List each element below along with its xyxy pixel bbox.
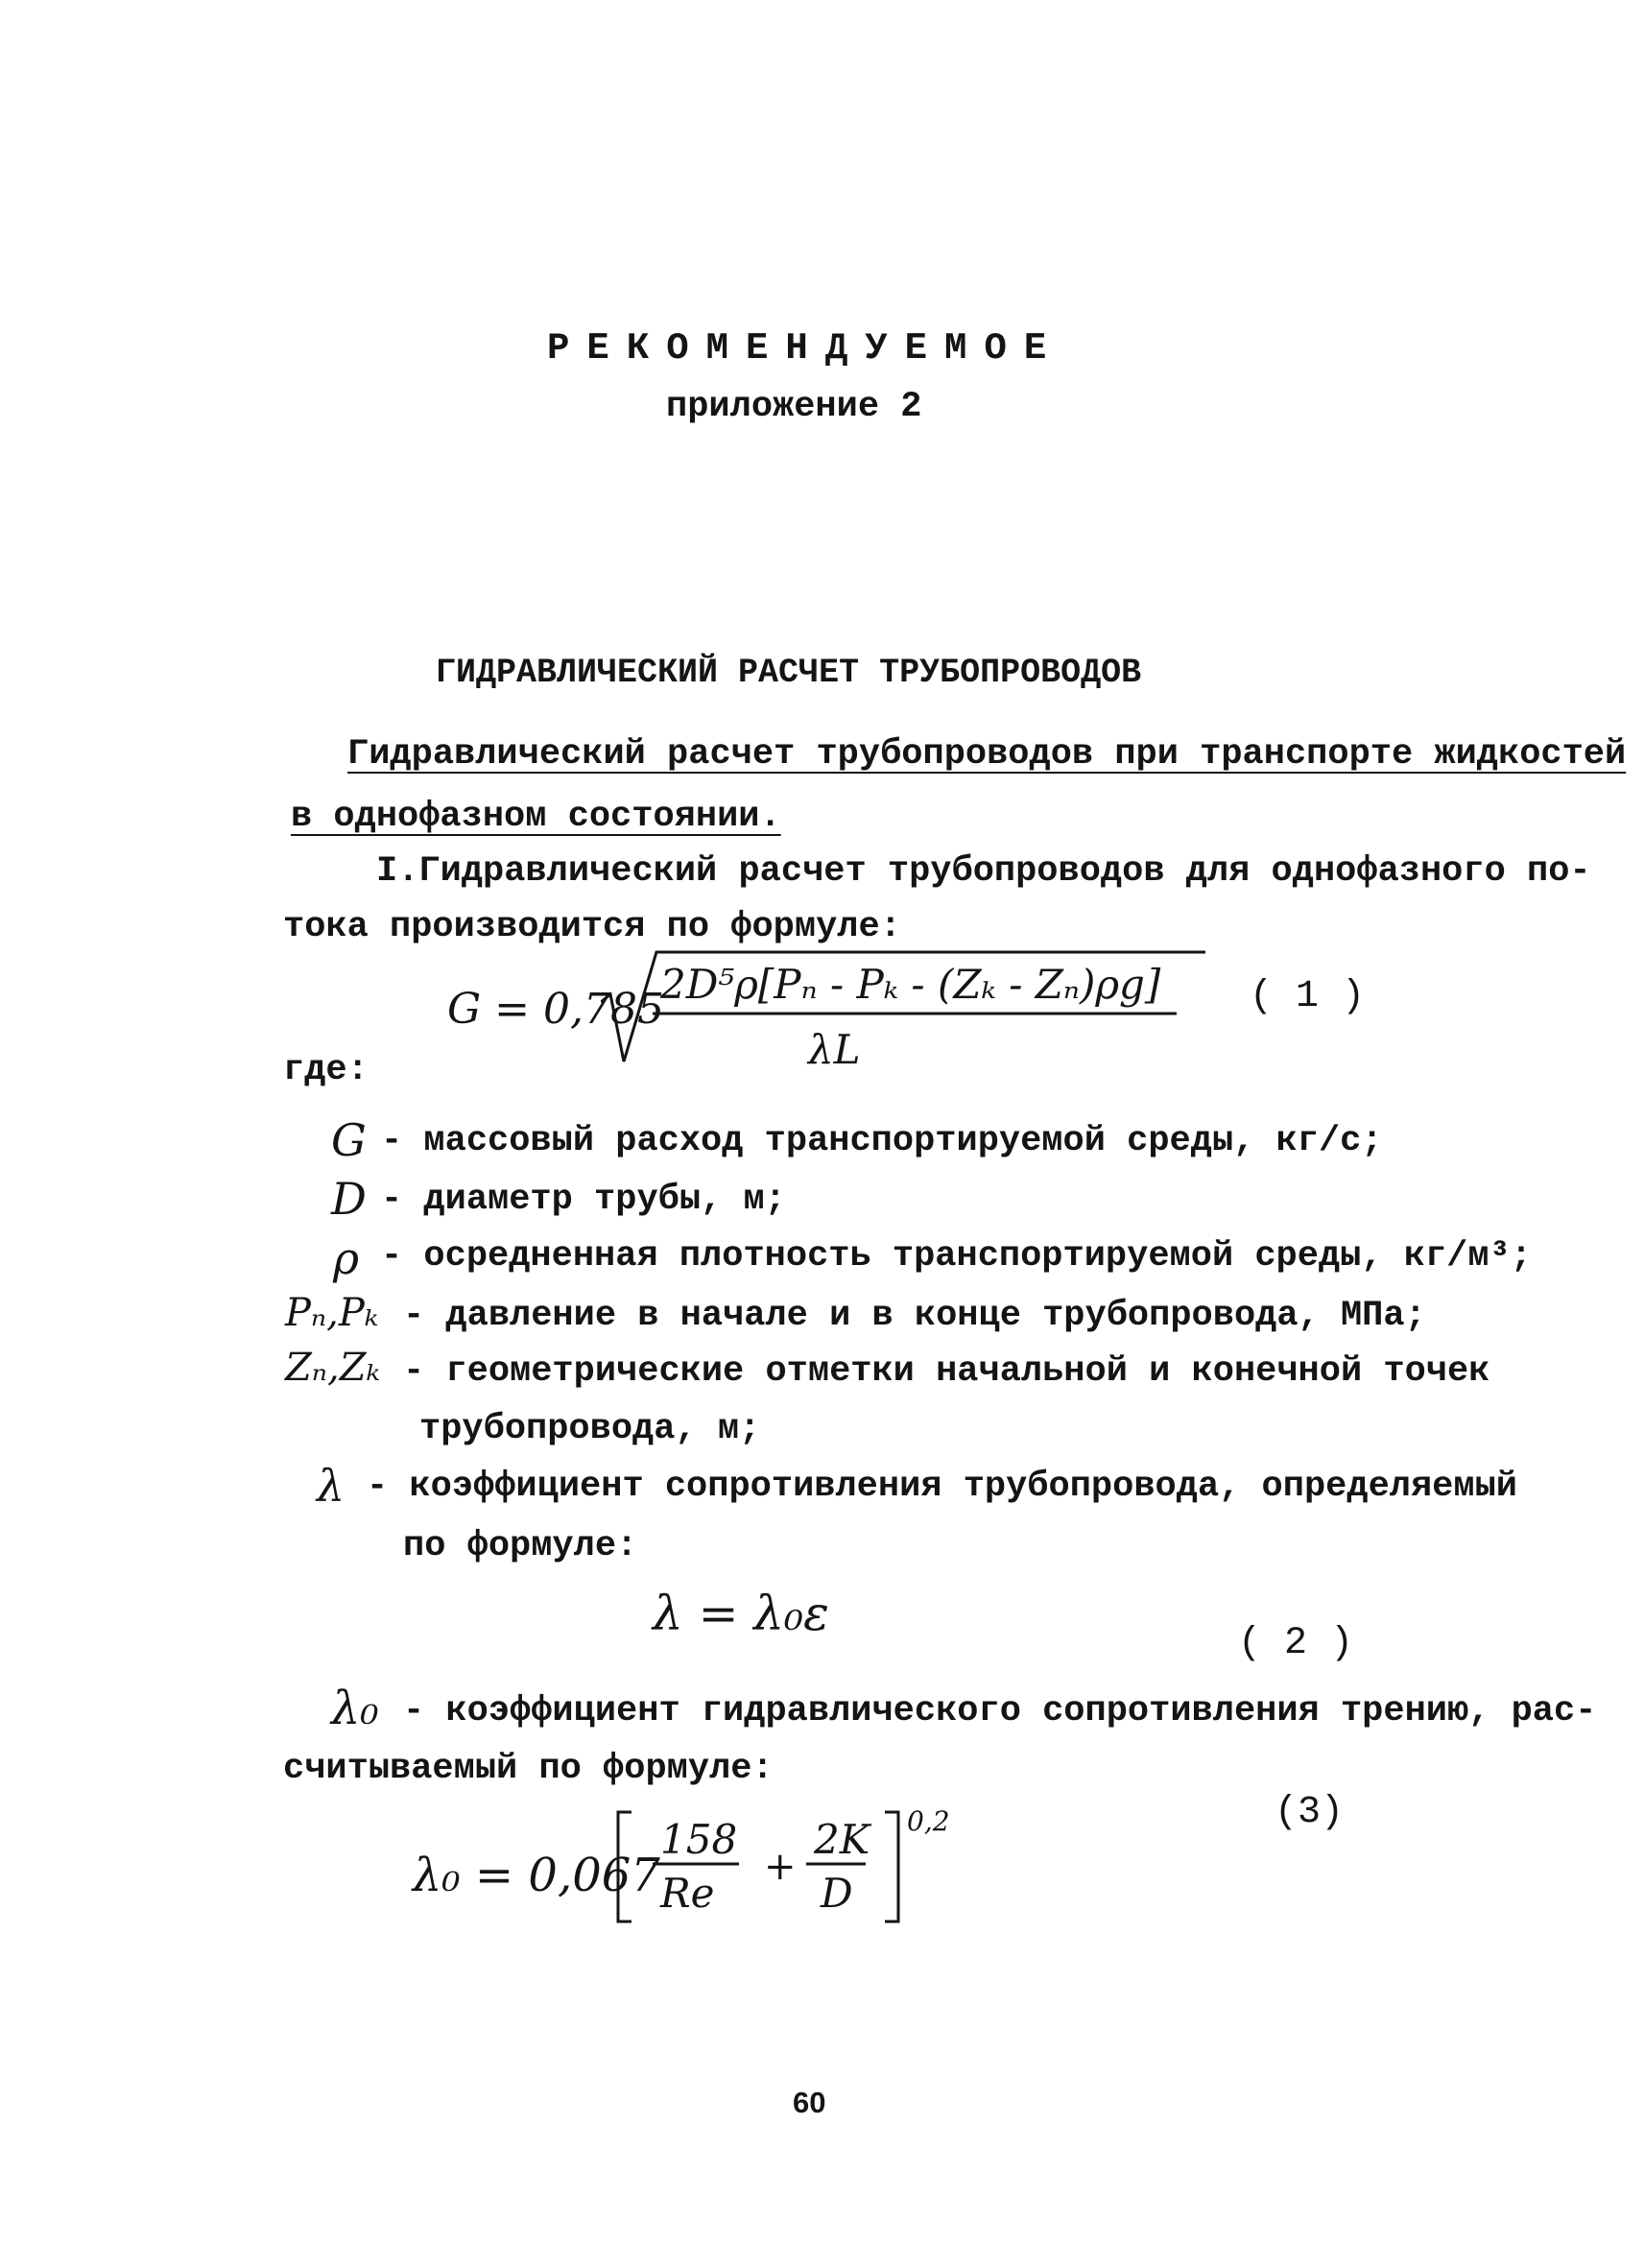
formula-3-lhs: λ₀ = 0,067 [413, 1849, 660, 1902]
formula-1-denominator: λL [808, 1026, 861, 1073]
variable-symbol: ρ [333, 1232, 360, 1284]
variable-continuation: трубопровода, м; [419, 1409, 761, 1449]
formula-3-number: (3) [1275, 1791, 1345, 1834]
formula-3-plus: + [764, 1845, 797, 1889]
lambda0-symbol: λ₀ [331, 1682, 379, 1735]
page-number: 60 [793, 2086, 826, 2119]
variable-symbol: Pₙ,Pₖ [285, 1291, 379, 1335]
variable-description: - диаметр трубы, м; [381, 1180, 786, 1220]
heading-recommended: РЕКОМЕНДУЕМОЕ [547, 327, 1064, 370]
formula-2-number: ( 2 ) [1238, 1622, 1354, 1665]
formula-3-term2-numerator: 2K [814, 1816, 870, 1863]
lambda0-line-1: - коэффициент гидравлического сопротивления трению, рас- [403, 1691, 1597, 1731]
paragraph-1-line-2: тока производится по формуле: [283, 907, 901, 947]
formula-1-number: ( 1 ) [1250, 975, 1366, 1018]
paragraph-1-line-1: I.Гидравлический расчет трубопроводов для однофазного по- [376, 851, 1591, 892]
variable-description: - давление в начале и в конце трубопровода, МПа; [403, 1296, 1426, 1336]
variable-description: - коэффициент сопротивления трубопровода, определяемый [367, 1467, 1517, 1507]
lambda0-line-2: считываемый по формуле: [283, 1749, 774, 1789]
formula-2-expression: λ = λ₀ε [653, 1586, 829, 1641]
variable-symbol: G [331, 1114, 367, 1166]
variable-description: - массовый расход транспортируемой среды, кг/с; [381, 1121, 1383, 1161]
variable-description: - геометрические отметки начальной и конечной точек [403, 1351, 1490, 1392]
variable-symbol: λ [317, 1460, 345, 1512]
variable-continuation: по формуле: [403, 1526, 638, 1566]
formula-3-term2-denominator: D [821, 1870, 853, 1917]
variable-description: - осредненная плотность транспортируемой среды, кг/м³; [381, 1236, 1532, 1277]
formula-1-lhs: G = 0,785 [447, 985, 664, 1034]
formula-3-term1-denominator: Re [660, 1870, 715, 1917]
formula-1-numerator: 2D⁵ρ[Pₙ - Pₖ - (Zₖ - Zₙ)ρg] [660, 961, 1161, 1008]
where-label: где: [283, 1050, 369, 1090]
variable-symbol: D [331, 1173, 367, 1225]
section-title: ГИДРАВЛИЧЕСКИЙ РАСЧЕТ ТРУБОПРОВОДОВ [436, 654, 1142, 692]
subtitle-line-1: Гидравлический расчет трубопроводов при транспорте жидкостей [347, 734, 1627, 775]
heading-appendix: приложение 2 [666, 387, 922, 427]
variable-symbol: Zₙ,Zₖ [285, 1346, 381, 1390]
formula-3-exponent: 0,2 [907, 1805, 950, 1837]
formula-3-term1-numerator: 158 [660, 1816, 738, 1863]
subtitle-line-2: в однофазном состоянии. [291, 797, 781, 837]
